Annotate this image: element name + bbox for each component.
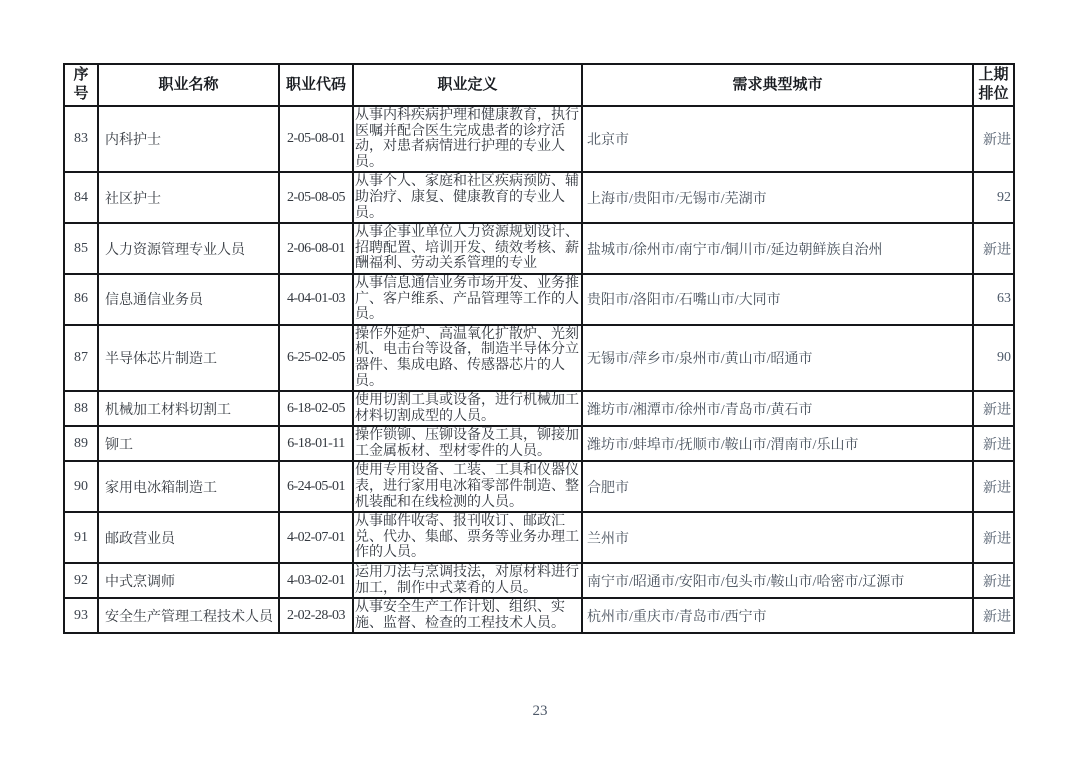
table-row [64,223,1014,274]
cell-occupation-code: 6-18-02-05 [279,391,353,426]
cell-occupation-name: 社区护士 [98,172,279,223]
cell-occupation-name: 人力资源管理专业人员 [98,223,279,274]
cell-demand-cities: 南宁市/昭通市/安阳市/包头市/鞍山市/哈密市/辽源市 [582,563,973,598]
cell-demand-cities: 杭州市/重庆市/青岛市/西宁市 [582,598,973,633]
cell-occupation-name: 半导体芯片制造工 [98,325,279,391]
cell-serial-number: 91 [64,512,98,563]
cell-serial-number: 86 [64,274,98,325]
table-row [64,426,1014,461]
table-row [64,461,1014,512]
table-row [64,325,1014,391]
col-header-previous-rank: 上期排位 [973,64,1014,106]
cell-occupation-name: 家用电冰箱制造工 [98,461,279,512]
cell-occupation-definition: 运用刀法与烹调技法，对原材料进行加工，制作中式菜肴的人员。 [353,563,582,598]
cell-occupation-definition: 从事企事业单位人力资源规划设计、招聘配置、培训开发、绩效考核、薪酬福利、劳动关系管理的专业 [353,223,582,274]
table-row [64,274,1014,325]
cell-previous-rank: 63 [973,274,1014,325]
cell-previous-rank: 新进 [973,563,1014,598]
cell-occupation-name: 邮政营业员 [98,512,279,563]
cell-occupation-definition: 从事安全生产工作计划、组织、实施、监督、检查的工程技术人员。 [353,598,582,633]
cell-serial-number: 90 [64,461,98,512]
cell-previous-rank: 新进 [973,391,1014,426]
cell-occupation-code: 2-05-08-05 [279,172,353,223]
cell-occupation-code: 6-24-05-01 [279,461,353,512]
cell-demand-cities: 上海市/贵阳市/无锡市/芜湖市 [582,172,973,223]
cell-serial-number: 84 [64,172,98,223]
cell-occupation-code: 2-06-08-01 [279,223,353,274]
col-header-occupation-definition: 职业定义 [353,64,582,106]
cell-previous-rank: 新进 [973,426,1014,461]
cell-occupation-definition: 从事信息通信业务市场开发、业务推广、客户维系、产品管理等工作的人员。 [353,274,582,325]
col-header-serial-number: 序号 [64,64,98,106]
table-row [64,391,1014,426]
cell-occupation-code: 6-18-01-11 [279,426,353,461]
cell-serial-number: 87 [64,325,98,391]
cell-previous-rank: 92 [973,172,1014,223]
cell-serial-number: 89 [64,426,98,461]
cell-occupation-code: 4-04-01-03 [279,274,353,325]
cell-occupation-name: 中式烹调师 [98,563,279,598]
cell-demand-cities: 盐城市/徐州市/南宁市/铜川市/延边朝鲜族自治州 [582,223,973,274]
cell-serial-number: 92 [64,563,98,598]
cell-serial-number: 85 [64,223,98,274]
cell-occupation-definition: 从事个人、家庭和社区疾病预防、辅助治疗、康复、健康教育的专业人员。 [353,172,582,223]
col-header-occupation-name: 职业名称 [98,64,279,106]
cell-occupation-code: 4-02-07-01 [279,512,353,563]
cell-demand-cities: 北京市 [582,106,973,172]
cell-demand-cities: 潍坊市/蚌埠市/抚顺市/鞍山市/渭南市/乐山市 [582,426,973,461]
occupation-table-header [64,64,1014,106]
cell-occupation-definition: 从事邮件收寄、报刊收订、邮政汇兑、代办、集邮、票务等业务办理工作的人员。 [353,512,582,563]
cell-occupation-name: 内科护士 [98,106,279,172]
occupation-table-container [63,63,1013,634]
cell-serial-number: 88 [64,391,98,426]
cell-occupation-code: 2-05-08-01 [279,106,353,172]
cell-previous-rank: 新进 [973,223,1014,274]
cell-occupation-definition: 从事内科疾病护理和健康教育，执行医嘱并配合医生完成患者的诊疗活动，对患者病情进行护理的专业人员。 [353,106,582,172]
table-row [64,172,1014,223]
cell-demand-cities: 潍坊市/湘潭市/徐州市/青岛市/黄石市 [582,391,973,426]
cell-previous-rank: 新进 [973,106,1014,172]
cell-occupation-code: 6-25-02-05 [279,325,353,391]
cell-occupation-code: 4-03-02-01 [279,563,353,598]
cell-serial-number: 93 [64,598,98,633]
table-row [64,512,1014,563]
cell-demand-cities: 兰州市 [582,512,973,563]
cell-occupation-definition: 操作锁铆、压铆设备及工具，铆接加工金属板材、型材零件的人员。 [353,426,582,461]
cell-previous-rank: 新进 [973,461,1014,512]
cell-previous-rank: 90 [973,325,1014,391]
cell-demand-cities: 合肥市 [582,461,973,512]
occupation-table-body [64,106,1014,633]
table-row [64,106,1014,172]
table-row [64,563,1014,598]
cell-previous-rank: 新进 [973,598,1014,633]
col-header-demand-cities: 需求典型城市 [582,64,973,106]
cell-demand-cities: 无锡市/萍乡市/泉州市/黄山市/昭通市 [582,325,973,391]
cell-demand-cities: 贵阳市/洛阳市/石嘴山市/大同市 [582,274,973,325]
col-header-occupation-code: 职业代码 [279,64,353,106]
cell-occupation-code: 2-02-28-03 [279,598,353,633]
table-row [64,598,1014,633]
cell-occupation-name: 信息通信业务员 [98,274,279,325]
page-number: 23 [532,703,548,719]
cell-occupation-name: 铆工 [98,426,279,461]
cell-previous-rank: 新进 [973,512,1014,563]
occupation-table [63,63,1015,634]
cell-serial-number: 83 [64,106,98,172]
cell-occupation-name: 安全生产管理工程技术人员 [98,598,279,633]
header-row [64,64,1014,106]
cell-occupation-definition: 使用专用设备、工装、工具和仪器仪表，进行家用电冰箱零部件制造、整机装配和在线检测的人员。 [353,461,582,512]
cell-occupation-name: 机械加工材料切割工 [98,391,279,426]
cell-occupation-definition: 操作外延炉、高温氧化扩散炉、光刻机、电击台等设备，制造半导体分立器件、集成电路、传感器芯片的人员。 [353,325,582,391]
cell-occupation-definition: 使用切割工具或设备，进行机械加工材料切割成型的人员。 [353,391,582,426]
